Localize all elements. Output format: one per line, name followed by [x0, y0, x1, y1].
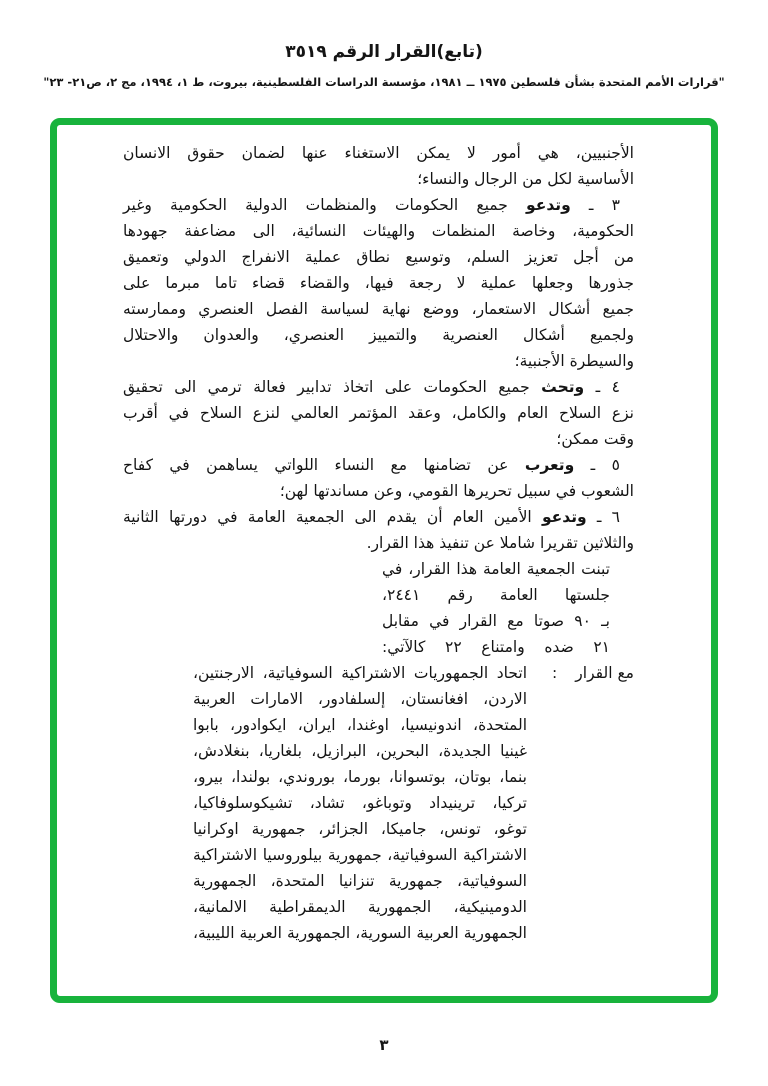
text-line: [123, 348, 634, 374]
text-segment: توغو، تونس، جاميكا، الجزائر، جمهورية اوكرانيا: [193, 820, 527, 838]
text-line: [193, 790, 527, 816]
text-line: [382, 582, 610, 608]
text-segment: نزع السلاح العام والكامل، وعقد المؤتمر العالمي لنزع السلاح في أقرب: [123, 404, 634, 422]
document-body: [50, 118, 718, 1003]
text-line: [193, 712, 527, 738]
text-segment: تبنت الجمعية العامة هذا القرار، في: [382, 560, 610, 578]
text-segment: ٢١ ضده وامتناع ٢٢ كالآتي:: [382, 638, 610, 656]
vote-countries: [193, 660, 527, 946]
bold-keyword: وتدعو: [526, 196, 571, 214]
paragraph-continuation: [123, 140, 634, 192]
text-segment: جميع الحكومات والمنظمات الدولية الحكومية وغير: [123, 196, 527, 214]
bold-keyword: وتعرب: [524, 456, 575, 474]
text-segment: المتحدة، اندونيسيا، اوغندا، ايران، ايكوادور، بابوا: [193, 716, 527, 734]
text-segment: عن تضامنها مع النساء اللواتي يساهمن في كفاح: [123, 456, 525, 474]
text-segment: اتحاد الجمهوريات الاشتراكية السوفياتية، الارجنتين،: [193, 664, 527, 682]
text-segment: من أجل تعزيز السلم، وتوسيع نطاق عملية الانفراج الدولي وتعميق: [123, 248, 634, 266]
text-segment: غينيا الجديدة، البحرين، البرازيل، بلغاريا، بنغلادش،: [193, 742, 527, 760]
bold-keyword: وتحث: [541, 378, 585, 396]
text-line: [123, 270, 634, 296]
adoption-note: [382, 556, 610, 660]
text-segment: الاردن، افغانستان، إلسلفادور، الامارات العربية: [193, 690, 527, 708]
text-segment: ٤ ـ: [584, 378, 620, 396]
text-segment: الاشتراكية السوفياتية، جمهورية بيلوروسيا الاشتراكية: [193, 846, 527, 864]
text-line: [193, 894, 527, 920]
text-line: [123, 426, 634, 452]
text-line: [123, 504, 634, 530]
text-line: [123, 400, 634, 426]
text-segment: الأساسية لكل من الرجال والنساء؛: [417, 170, 634, 188]
text-segment: وقت ممكن؛: [556, 430, 634, 448]
text-line: [382, 556, 610, 582]
text-segment: ٦ ـ: [586, 508, 620, 526]
text-segment: الجمهورية العربية السورية، الجمهورية العربية الليبية،: [193, 924, 527, 942]
text-line: [123, 374, 634, 400]
text-segment: تركيا، ترينيداد وتوباغو، تشاد، تشيكوسلوفاكيا،: [193, 794, 527, 812]
text-line: [193, 816, 527, 842]
text-segment: بنما، بوتان، بوتسوانا، بورما، بوروندي، بولندا، بيرو،: [193, 768, 527, 786]
text-line: [193, 686, 527, 712]
text-segment: الأمين العام أن يقدم الى الجمعية العامة في دورتها الثانية: [123, 508, 542, 526]
text-line: [382, 634, 610, 660]
vote-label-colon: :: [552, 664, 558, 682]
text-segment: ٣ ـ: [570, 196, 620, 214]
text-segment: والسيطرة الأجنبية؛: [514, 352, 634, 370]
text-line: [123, 192, 634, 218]
text-line: [193, 660, 527, 686]
text-line: [193, 868, 527, 894]
text-line: [123, 452, 634, 478]
text-line: [123, 140, 634, 166]
text-line: [123, 322, 634, 348]
text-segment: والثلاثين تقريرا شاملا عن تنفيذ هذا القرار.: [366, 534, 634, 552]
text-line: [193, 738, 527, 764]
text-line: [382, 608, 610, 634]
paragraph-5: [123, 452, 634, 504]
text-line: [123, 166, 634, 192]
text-line: [123, 530, 634, 556]
text-segment: الشعوب في سبيل تحريرها القومي، وعن مساندتها لهن؛: [279, 482, 634, 500]
text-segment: السوفياتية، جمهورية تنزانيا المتحدة، الجمهورية: [193, 872, 527, 890]
text-line: [193, 920, 527, 946]
text-segment: ٥ ـ: [574, 456, 620, 474]
text-line: [123, 478, 634, 504]
paragraph-6: [123, 504, 634, 556]
text-segment: ولجميع أشكال العنصرية والتمييز العنصري، والعدوان والاحتلال: [123, 326, 634, 344]
text-segment: الحكومية، وخاصة المنظمات والهيئات النسائية، الى مضاعفة جهودها: [123, 222, 634, 240]
text-segment: الدومينيكية، الجمهورية الديمقراطية الالمانية،: [193, 898, 527, 916]
text-segment: جلستها العامة رقم ٢٤٤١،: [382, 586, 610, 604]
text-segment: جذورها وجعلها عملية لا رجعة فيها، والقضاء قضاء تاما مبرما على: [123, 274, 634, 292]
vote-record: [123, 660, 634, 946]
text-segment: بـ ٩٠ صوتا مع القرار في مقابل: [382, 612, 610, 630]
vote-label: [552, 660, 634, 686]
text-line: [123, 244, 634, 270]
vote-label-text: مع القرار: [575, 664, 634, 682]
bold-keyword: وتدعو: [541, 508, 587, 526]
source-citation: "قرارات الأمم المتحدة بشأن فلسطين ١٩٧٥ ــ ١٩٨١، مؤسسة الدراسات الفلسطينية، بيروت، ط ١، ١٩٩٤، مج ٢، ص٢١- ٢٣": [43, 75, 725, 89]
text-line: [123, 218, 634, 244]
page-title: (تابع)القرار الرقم ٣٥١٩: [285, 42, 483, 62]
text-segment: جميع الحكومات على اتخاذ تدابير فعالة ترمي الى تحقيق: [123, 378, 542, 396]
page-number: ٣: [379, 1036, 389, 1054]
text-segment: جميع أشكال الاستعمار، ووضع نهاية لسياسة الفصل العنصري وممارسته: [123, 300, 634, 318]
paragraph-4: [123, 374, 634, 452]
text-line: [193, 842, 527, 868]
paragraph-3: [123, 192, 634, 374]
text-segment: الأجنبيين، هي أمور لا يمكن الاستغناء عنها لضمان حقوق الانسان: [123, 144, 634, 162]
text-line: [193, 764, 527, 790]
text-line: [123, 296, 634, 322]
